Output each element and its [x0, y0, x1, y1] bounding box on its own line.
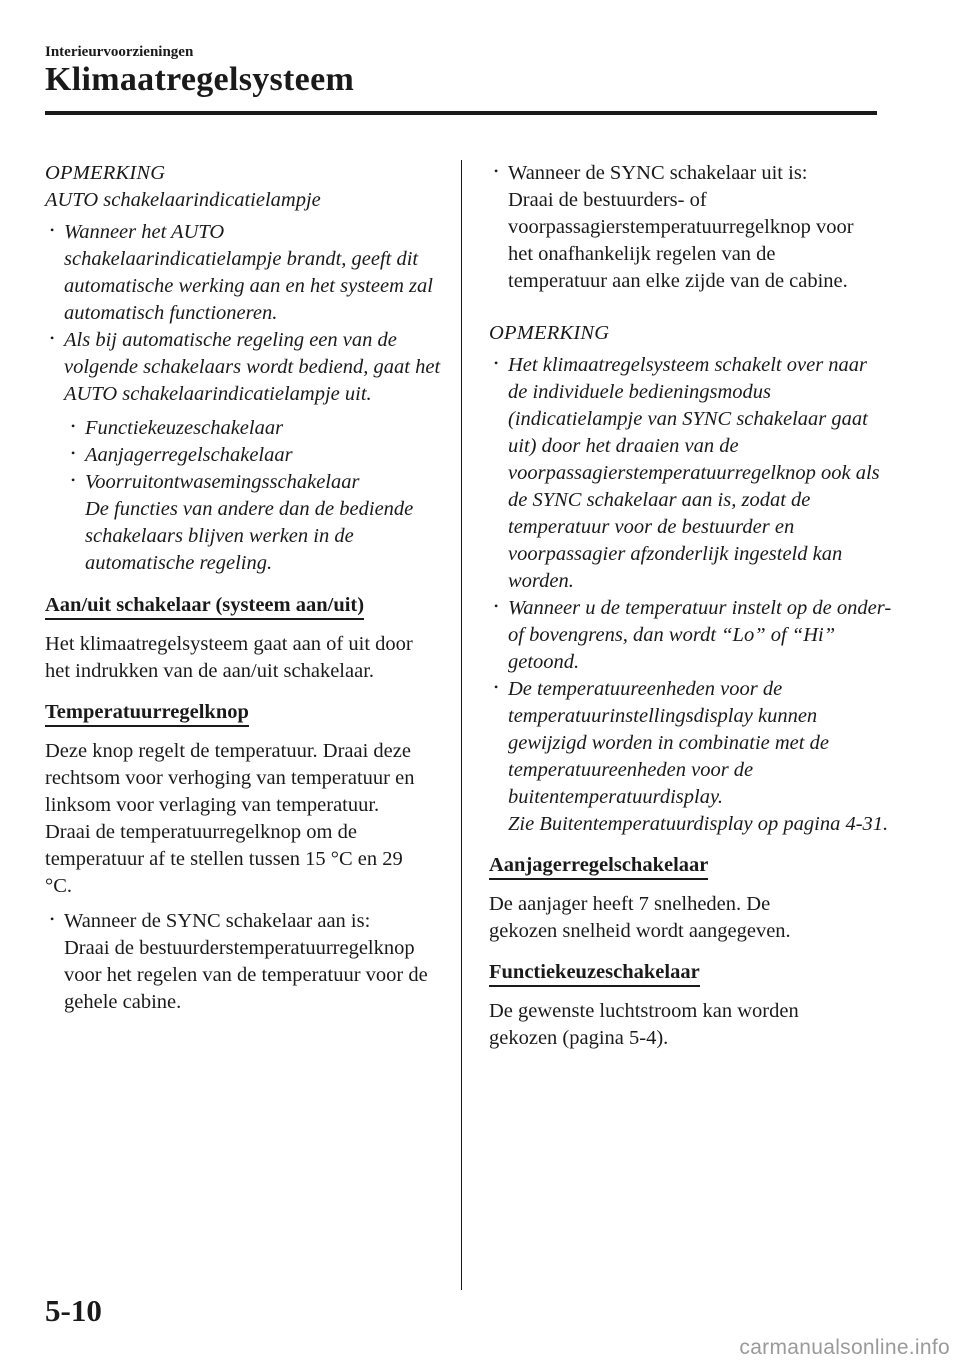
- note-bullet: • Wanneer u de temperatuur instelt op de onder- of bovengrens, dan wordt “Lo” of “Hi” getoond.: [489, 595, 894, 676]
- right-column: [489, 160, 892, 1052]
- sync-on-text: Draai de bestuurderstemperatuurregelknop voor het regelen van de temperatuur voor de gehele cabine.: [64, 937, 428, 1013]
- switch-list-item: • Aanjagerregelschakelaar: [45, 442, 445, 469]
- note-bullet: • De temperatuureenheden voor de temperatuurinstellingsdisplay kunnen gewijzigd worden in combinatie met de temperatuureenheden voor de buitentemperatuurdisplay.: [489, 676, 883, 811]
- power-switch-text: Het klimaatregelsysteem gaat aan of uit door het indrukken van de aan/uit schakelaar.: [45, 633, 413, 682]
- header-rule: [45, 111, 877, 115]
- column-divider: [461, 160, 462, 1290]
- note-subtext: De functies van andere dan de bediende schakelaars blijven werken in de automatische regeling.: [85, 498, 414, 574]
- watermark: carmanualsonline.info: [739, 1336, 950, 1359]
- note-bullet: • Het klimaatregelsysteem schakelt over naar de individuele bedieningsmodus (indicatielampje van SYNC schakelaar gaat uit) door het draaien van de voorpassagierstemperatuurregelknop ook als de SYNC schakelaar aan is, zodat de temperatuur voor de bestuurder en voorpassagier afzonderlijk ingesteld kan worden.: [489, 352, 880, 595]
- switch-list-item: • Functiekeuzeschakelaar: [45, 415, 445, 442]
- switch-list-item: • Voorruitontwasemingsschakelaar: [45, 469, 445, 496]
- temperature-range-text: Draai de temperatuurregelknop om de temperatuur af te stellen tussen 15 °C en 29 °C.: [45, 821, 403, 897]
- note-page-reference: Zie Buitentemperatuurdisplay op pagina 4-31.: [508, 813, 889, 835]
- note-heading: OPMERKING: [45, 162, 166, 184]
- left-column: [45, 160, 445, 1016]
- sync-off-text: Draai de bestuurders- of voorpassagierstemperatuurregelknop voor het onafhankelijk regelen van de temperatuur aan elke zijde van de cabine.: [508, 189, 854, 292]
- page-number: 5-10: [45, 1293, 102, 1328]
- sync-off-bullet: • Wanneer de SYNC schakelaar uit is:: [489, 160, 884, 187]
- temperature-knob-heading: Temperatuurregelknop: [45, 700, 249, 727]
- mode-switch-text: De gewenste luchtstroom kan worden gekozen (pagina 5-4).: [489, 1000, 799, 1049]
- note-bullet: • Als bij automatische regeling een van de volgende schakelaars wordt bediend, gaat het AUTO schakelaarindicatielampje uit.: [45, 327, 446, 408]
- sync-on-bullet: • Wanneer de SYNC schakelaar aan is:: [45, 908, 445, 935]
- note-bullet: • Wanneer het AUTO schakelaarindicatielampje brandt, geeft dit automatische werking aan en het systeem zal automatisch functioneren.: [45, 219, 439, 327]
- mode-switch-heading: Functiekeuzeschakelaar: [489, 960, 700, 987]
- temperature-knob-text: Deze knop regelt de temperatuur. Draai deze rechtsom voor verhoging van temperatuur en linksom voor verlaging van temperatuur.: [45, 740, 415, 816]
- fan-switch-text: De aanjager heeft 7 snelheden. De gekozen snelheid wordt aangegeven.: [489, 893, 791, 942]
- fan-switch-heading: Aanjagerregelschakelaar: [489, 853, 708, 880]
- note-heading: OPMERKING: [489, 322, 610, 344]
- section-label: Interieurvoorzieningen: [45, 44, 194, 60]
- power-switch-heading: Aan/uit schakelaar (systeem aan/uit): [45, 593, 364, 620]
- note-subheading: AUTO schakelaarindicatielampje: [45, 189, 321, 211]
- page-title: Klimaatregelsysteem: [45, 61, 355, 98]
